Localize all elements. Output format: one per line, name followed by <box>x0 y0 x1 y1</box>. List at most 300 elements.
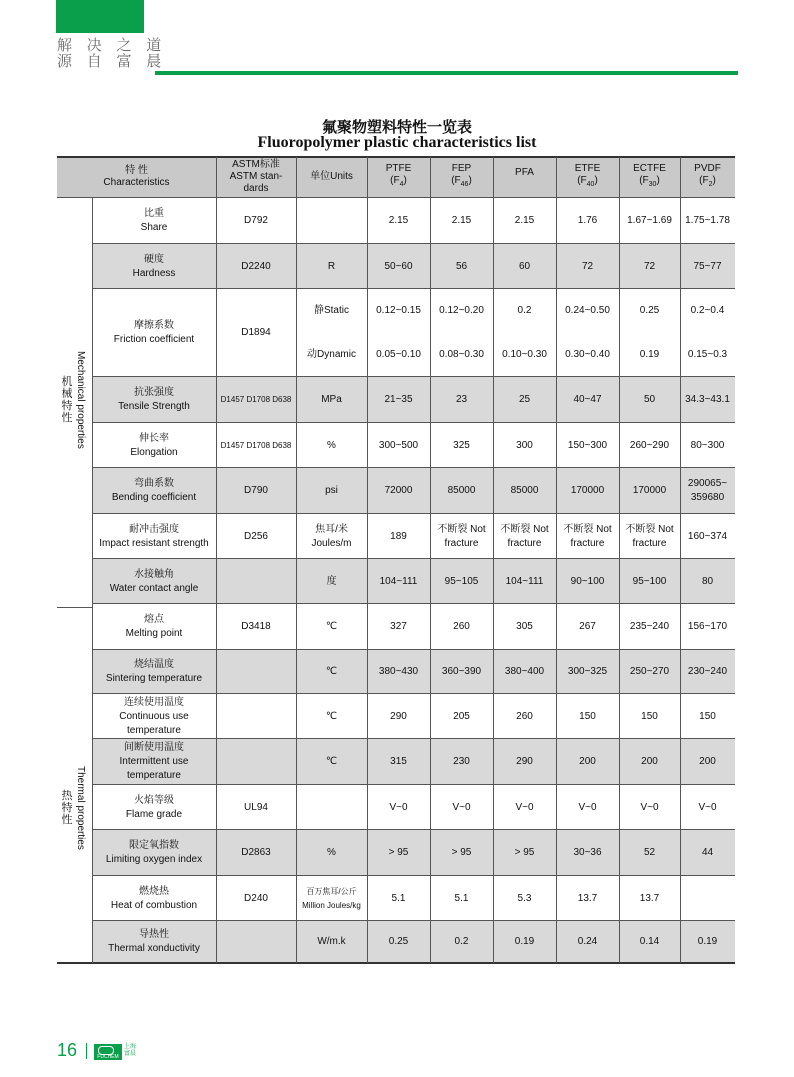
astm-cell <box>216 244 296 289</box>
value-cell-fep <box>430 921 493 963</box>
property-en: Friction coefficient <box>113 334 195 345</box>
value-cell-etfe <box>556 830 619 876</box>
value-cell-fep <box>430 468 493 514</box>
value: 156~170 <box>687 621 728 632</box>
unit-value: W/m.k <box>317 936 346 947</box>
value: 85000 <box>510 485 539 496</box>
astm-cell <box>216 559 296 604</box>
value: 不断裂 Not <box>500 523 549 535</box>
astm-cell <box>216 604 296 650</box>
value-cell-pfa <box>493 694 556 739</box>
value-cell-etfe <box>556 694 619 739</box>
group-thermal-cn: 热特性 <box>61 790 73 826</box>
unit-cell <box>296 830 367 876</box>
fuchem-logo-cn: 上海 富晨 <box>124 1044 137 1057</box>
property-en: Hardness <box>132 267 176 279</box>
property-en: Water contact angle <box>109 582 199 594</box>
unit-cell <box>296 785 367 830</box>
column-divider <box>296 157 297 963</box>
astm-cell <box>216 650 296 694</box>
value: V~0 <box>578 801 597 813</box>
unit-value: ℃ <box>325 621 338 632</box>
value-cell-ectfe <box>619 876 680 921</box>
unit-cell <box>296 559 367 604</box>
value: 0.24~0.50 <box>565 305 610 316</box>
value-cell-ectfe <box>619 650 680 694</box>
property-en: Bending coefficient <box>111 492 197 503</box>
value-cell-ptfe <box>367 921 430 963</box>
astm-cell <box>216 514 296 559</box>
value-line-2: fracture <box>507 537 542 549</box>
value: 34.3~43.1 <box>685 394 730 405</box>
value-cell-etfe <box>556 650 619 694</box>
value-cell-etfe-dynamic <box>556 333 619 377</box>
astm-value: D792 <box>244 214 268 226</box>
value-cell-fep <box>430 785 493 830</box>
property-cell <box>92 876 216 921</box>
value-cell-pvdf <box>680 514 735 559</box>
table-bottom-rule <box>57 962 735 964</box>
value: 0.10~0.30 <box>502 349 547 360</box>
value: 290 <box>390 710 407 722</box>
value: 2.15 <box>514 214 535 226</box>
page-title-cn: 氟聚物塑料特性一览表 <box>321 118 472 136</box>
value-cell-etfe <box>556 423 619 468</box>
value-cell-ectfe <box>619 830 680 876</box>
astm-value: D256 <box>244 530 268 542</box>
unit-value: psi <box>325 485 338 496</box>
page-number: 16 <box>57 1040 78 1060</box>
value: 23 <box>455 394 468 405</box>
group-column-divider <box>92 197 93 963</box>
value-cell-etfe <box>556 785 619 830</box>
column-divider <box>619 157 620 963</box>
column-divider <box>216 157 217 963</box>
value-cell-etfe <box>556 468 619 514</box>
property-cn: 伸长率 <box>139 432 169 444</box>
value: 305 <box>516 621 533 632</box>
value: 0.19 <box>514 936 535 947</box>
value-cell-pfa <box>493 876 556 921</box>
unit-cell <box>296 468 367 514</box>
property-cell <box>92 694 216 739</box>
property-en: Flame grade <box>125 808 183 820</box>
astm-value: D1457 D1708 D638 <box>220 440 292 450</box>
value: 13.7 <box>577 892 598 904</box>
value-line-2: fracture <box>632 537 667 549</box>
property-en: Tensile Strength <box>118 401 190 412</box>
value-cell-pvdf-dynamic <box>680 333 735 377</box>
property-cell <box>92 650 216 694</box>
value: 0.30~0.40 <box>565 349 610 360</box>
value-cell-ptfe <box>367 377 430 423</box>
value-cell-ptfe <box>367 604 430 650</box>
value-cell-pvdf <box>680 604 735 650</box>
value: 300 <box>516 439 533 451</box>
property-cn: 水接触角 <box>134 568 174 580</box>
value-cell-ectfe <box>619 244 680 289</box>
header-etfe-formula: $(F_{40})$ <box>577 175 598 188</box>
value-cell-ectfe <box>619 514 680 559</box>
value: 170000 <box>570 485 605 496</box>
value-cell-ectfe <box>619 559 680 604</box>
header-fep-formula: $(F_{46})$ <box>451 175 472 188</box>
value-cell-pfa <box>493 197 556 244</box>
value: 40~47 <box>573 394 602 405</box>
value: 0.25 <box>639 305 660 316</box>
property-cell <box>92 244 216 289</box>
group-mechanical-cn: 机械特性 <box>61 376 73 424</box>
header-ptfe-formula: $(F_4)$ <box>390 175 407 188</box>
value: 1.76 <box>577 214 598 226</box>
value-cell-etfe <box>556 921 619 963</box>
value: V~0 <box>698 801 717 813</box>
value-cell-pvdf <box>680 739 735 785</box>
value-cell-ectfe <box>619 197 680 244</box>
property-cn: 导热性 <box>139 929 169 940</box>
value-cell-pfa <box>493 830 556 876</box>
header-fep-name: FEP <box>451 163 472 174</box>
astm-cell <box>216 739 296 785</box>
value: 260 <box>453 621 470 632</box>
value: 0.14 <box>639 936 660 947</box>
column-divider <box>680 157 681 963</box>
unit-value: 静Static <box>313 305 349 316</box>
value-cell-pfa-dynamic <box>493 333 556 377</box>
value-cell-pfa <box>493 739 556 785</box>
value-cell-pvdf <box>680 830 735 876</box>
value: 60 <box>518 260 531 272</box>
property-cn: 摩擦系数 <box>134 320 174 331</box>
value: 200 <box>579 756 596 767</box>
value: 360~390 <box>441 666 482 677</box>
header-ectfe-name: ECTFE <box>633 163 666 174</box>
unit-value: R <box>327 260 336 272</box>
value-cell-fep <box>430 830 493 876</box>
header-etfe <box>556 157 619 197</box>
value-cell-pvdf <box>680 468 735 514</box>
fuchem-logo-text: FUCHEM <box>97 1054 119 1060</box>
value: 2.15 <box>451 214 472 226</box>
property-cn: 耐冲击强度 <box>129 523 179 535</box>
property-cell <box>92 289 216 377</box>
property-cn: 熔点 <box>144 614 164 625</box>
header-etfe-name: ETFE <box>574 163 601 174</box>
value-cell-fep <box>430 197 493 244</box>
astm-value: D3418 <box>241 621 271 632</box>
value: 21~35 <box>384 394 413 405</box>
value-cell-pvdf-static <box>680 289 735 333</box>
value: 52 <box>643 847 656 858</box>
slogan <box>57 37 166 69</box>
header-ectfe <box>619 157 680 197</box>
value-cell-etfe <box>556 197 619 244</box>
value-cell-ptfe <box>367 197 430 244</box>
property-cell <box>92 604 216 650</box>
value: 267 <box>579 621 596 632</box>
value-cell-pvdf <box>680 559 735 604</box>
astm-value: D240 <box>244 892 268 904</box>
unit-value: 度 <box>326 575 337 587</box>
header-rule <box>155 71 738 75</box>
property-en: Elongation <box>130 446 178 458</box>
value-cell-ectfe-dynamic <box>619 333 680 377</box>
unit-value: % <box>327 847 336 858</box>
property-en: Limiting oxygen index <box>105 854 203 865</box>
value: 300~325 <box>567 666 608 677</box>
footer-divider <box>86 1043 87 1059</box>
value: 不断裂 Not <box>625 523 674 535</box>
value-cell-fep <box>430 876 493 921</box>
value: 325 <box>453 439 470 451</box>
value-cell-etfe <box>556 559 619 604</box>
value: 44 <box>701 847 714 858</box>
unit-cell <box>296 694 367 739</box>
value: 56 <box>455 260 468 272</box>
value: 230 <box>453 756 470 767</box>
property-cell <box>92 468 216 514</box>
unit-cell <box>296 739 367 785</box>
property-cn: 比重 <box>144 207 164 219</box>
value: 104~111 <box>505 575 544 587</box>
unit-value: ℃ <box>325 756 338 767</box>
value: 2.15 <box>388 214 409 226</box>
value-cell-fep <box>430 423 493 468</box>
property-en: Impact resistant strength <box>99 537 209 549</box>
header-ptfe <box>367 157 430 197</box>
value-cell-ectfe <box>619 468 680 514</box>
value-cell-ectfe-static <box>619 289 680 333</box>
header-astm <box>216 157 296 197</box>
value-cell-ptfe <box>367 876 430 921</box>
astm-value: D790 <box>244 485 268 496</box>
astm-value: D2240 <box>241 260 271 272</box>
value-cell-pvdf <box>680 197 735 244</box>
value: 72 <box>581 260 594 272</box>
value-cell-ectfe <box>619 423 680 468</box>
value-cell-etfe <box>556 377 619 423</box>
property-cn: 抗张强度 <box>134 387 174 398</box>
value: 80 <box>701 575 714 587</box>
value-cell-fep-dynamic <box>430 333 493 377</box>
value: 0.2~0.4 <box>690 305 725 316</box>
column-divider <box>493 157 494 963</box>
header-pfa-name: PFA <box>515 167 534 178</box>
value: 290065~ 359680 <box>687 478 728 503</box>
value: 235~240 <box>629 621 670 632</box>
slogan-line-1: 解 决 之 道 <box>57 36 167 54</box>
value: 0.05~0.10 <box>376 349 421 360</box>
header-unit <box>296 157 367 197</box>
value-cell-etfe <box>556 514 619 559</box>
unit-cell <box>296 244 367 289</box>
value-cell-ectfe <box>619 604 680 650</box>
astm-cell <box>216 289 296 377</box>
value-cell-fep <box>430 604 493 650</box>
unit-value: MPa <box>321 394 342 405</box>
property-en: Share <box>140 221 168 233</box>
value-cell-ptfe <box>367 559 430 604</box>
value: 90~100 <box>570 575 605 587</box>
property-cn: 硬度 <box>144 253 164 265</box>
astm-cell <box>216 921 296 963</box>
slogan-line-2: 源 自 富 晨 <box>57 52 167 70</box>
value: 95~100 <box>632 575 667 587</box>
value: V~0 <box>640 801 659 813</box>
value-cell-ectfe <box>619 377 680 423</box>
property-cn: 间断使用温度 <box>124 742 184 753</box>
value: 1.67~1.69 <box>627 214 672 226</box>
fuchem-logo <box>94 1044 122 1060</box>
value: 0.19 <box>639 349 660 360</box>
value: 30~36 <box>573 847 602 858</box>
unit-value: ℃ <box>325 710 338 722</box>
value-cell-ptfe <box>367 830 430 876</box>
header-fep <box>430 157 493 197</box>
unit-value: 动Dynamic <box>307 349 356 360</box>
value-cell-ectfe <box>619 785 680 830</box>
header-bottom-rule <box>57 197 735 198</box>
value: 250~270 <box>629 666 670 677</box>
unit-value: 焦耳/米 <box>315 523 348 535</box>
value: 150 <box>641 710 658 722</box>
value: 85000 <box>447 485 476 496</box>
property-cell <box>92 830 216 876</box>
value-cell-ptfe <box>367 514 430 559</box>
characteristics-table <box>57 157 735 963</box>
value: 72000 <box>384 485 413 496</box>
value-cell-pfa <box>493 468 556 514</box>
unit-value-en: Joules/m <box>311 537 352 549</box>
value-cell-ptfe <box>367 694 430 739</box>
value: 200 <box>699 756 716 767</box>
value: 327 <box>390 621 407 632</box>
value: V~0 <box>515 801 534 813</box>
value-cell-pfa <box>493 514 556 559</box>
value: 260~290 <box>629 439 670 451</box>
unit-cell <box>296 197 367 244</box>
property-cell <box>92 423 216 468</box>
value: 50 <box>643 394 656 405</box>
value: > 95 <box>451 847 472 858</box>
group-thermal-en: Thermal properties <box>75 766 86 850</box>
header-characteristics <box>57 157 216 197</box>
unit-cell-static <box>296 289 367 333</box>
header-ptfe-name: PTFE <box>385 163 412 174</box>
value-cell-ptfe-dynamic <box>367 333 430 377</box>
column-divider <box>430 157 431 963</box>
header-astm-l3: dards <box>243 183 269 194</box>
property-cell <box>92 559 216 604</box>
astm-value: D1457 D1708 D638 <box>220 395 292 404</box>
value: 72 <box>643 260 656 272</box>
value-cell-ptfe <box>367 423 430 468</box>
value-cell-pvdf <box>680 694 735 739</box>
astm-value: D2863 <box>241 847 271 858</box>
value: > 95 <box>388 847 409 858</box>
header-pvdf-name: PVDF <box>694 163 721 174</box>
value-cell-ectfe <box>619 921 680 963</box>
value-cell-ectfe <box>619 694 680 739</box>
unit-cell <box>296 650 367 694</box>
value: 95~105 <box>444 575 479 587</box>
value-cell-pvdf <box>680 650 735 694</box>
value: 5.1 <box>391 892 406 904</box>
value: 0.15~0.3 <box>687 349 728 360</box>
value-cell-pfa <box>493 650 556 694</box>
unit-cell <box>296 514 367 559</box>
astm-cell <box>216 694 296 739</box>
astm-value: UL94 <box>244 801 268 813</box>
header-green-block <box>56 0 144 33</box>
unit-cell <box>296 604 367 650</box>
value-cell-fep <box>430 559 493 604</box>
property-en: Melting point <box>125 628 183 639</box>
value: V~0 <box>389 801 408 813</box>
value-cell-etfe <box>556 244 619 289</box>
value: 0.25 <box>388 936 409 947</box>
value-cell-pfa <box>493 785 556 830</box>
page-title-en: Fluoropolymer plastic characteristics list <box>257 134 537 151</box>
unit-cell-dynamic <box>296 333 367 377</box>
value-cell-pfa <box>493 423 556 468</box>
property-en: Heat of combustion <box>110 899 198 911</box>
value-cell-pvdf <box>680 244 735 289</box>
property-cn: 连续使用温度 <box>124 696 184 708</box>
value-cell-etfe <box>556 876 619 921</box>
astm-value: D1894 <box>241 327 271 338</box>
value: 290 <box>516 756 533 767</box>
value: 0.08~0.30 <box>439 349 484 360</box>
unit-value: ℃ <box>325 666 338 677</box>
value-cell-ectfe <box>619 739 680 785</box>
value: 0.19 <box>697 936 718 947</box>
value-cell-ptfe-static <box>367 289 430 333</box>
value: 170000 <box>632 485 667 496</box>
value: 80~300 <box>690 439 725 451</box>
value-cell-fep <box>430 739 493 785</box>
value-cell-ptfe <box>367 785 430 830</box>
value: 104~111 <box>379 575 418 587</box>
unit-value: % <box>327 439 336 451</box>
value: 25 <box>518 394 531 405</box>
value-cell-ptfe <box>367 468 430 514</box>
header-unit-label: 单位Units <box>310 171 353 182</box>
header-astm-l1: ASTM标准 <box>232 159 280 170</box>
column-divider <box>556 157 557 963</box>
property-cell <box>92 197 216 244</box>
unit-value-en: Million Joules/kg <box>302 900 361 910</box>
group-divider <box>57 607 92 608</box>
value-cell-pfa <box>493 244 556 289</box>
value: 0.24 <box>577 936 598 947</box>
value: 150~300 <box>567 439 608 451</box>
property-en: Sintering temperature <box>105 673 203 684</box>
property-cn: 火焰等级 <box>134 794 174 806</box>
group-mechanical-en: Mechanical properties <box>75 351 86 449</box>
unit-cell <box>296 377 367 423</box>
value: 0.12~0.20 <box>439 305 484 316</box>
value: > 95 <box>514 847 535 858</box>
group-mechanical <box>61 340 86 460</box>
value: 380~430 <box>378 666 419 677</box>
value-cell-fep <box>430 377 493 423</box>
unit-value: 百万焦耳/公斤 <box>306 886 357 896</box>
value-cell-pvdf <box>680 785 735 830</box>
value: 50~60 <box>384 260 413 272</box>
property-cell <box>92 514 216 559</box>
value: 0.2 <box>454 936 469 947</box>
